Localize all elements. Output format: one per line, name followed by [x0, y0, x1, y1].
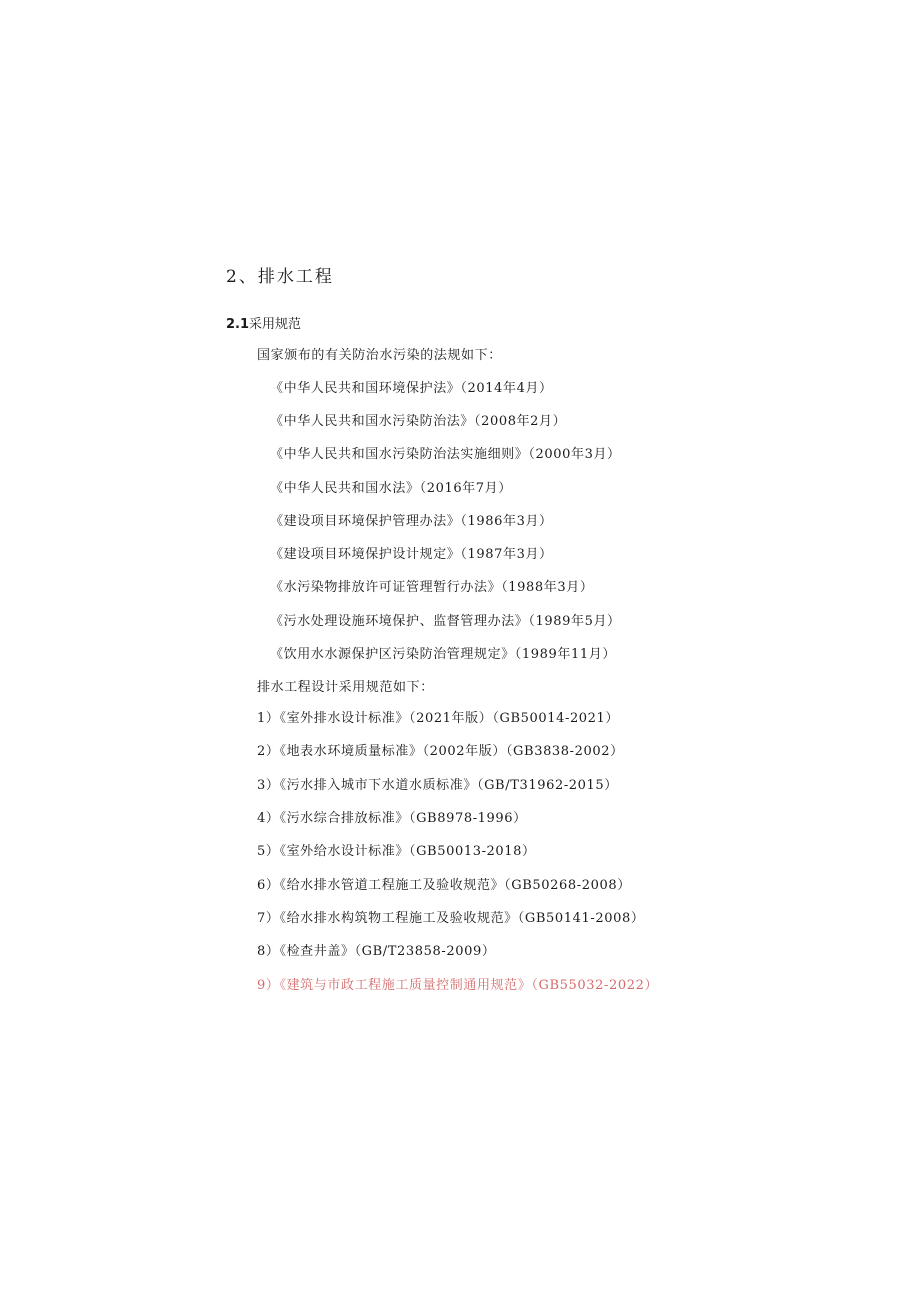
standards-intro: 排水工程设计采用规范如下： [257, 680, 434, 695]
standard-item: 8）《检查井盖》（GB/T23858-2009） [257, 944, 496, 959]
law-item: 《饮用水水源保护区污染防治管理规定》（1989年11月） [270, 647, 616, 662]
section-heading: 2、排水工程 [226, 267, 334, 287]
law-item: 《污水处理设施环境保护、监督管理办法》（1989年5月） [270, 614, 621, 629]
law-item: 《中华人民共和国水法》（2016年7月） [270, 481, 512, 496]
subsection-heading [226, 313, 301, 332]
standard-item: 3）《污水排入城市下水道水质标准》（GB/T31962-2015） [257, 778, 618, 793]
law-item: 《中华人民共和国水污染防治法》（2008年2月） [270, 414, 567, 429]
law-item: 《中华人民共和国水污染防治法实施细则》（2000年3月） [270, 447, 621, 462]
standard-item: 5）《室外给水设计标准》（GB50013-2018） [257, 844, 536, 859]
law-item: 《水污染物排放许可证管理暂行办法》（1988年3月） [270, 580, 594, 595]
standard-item: 1）《室外排水设计标准》（2021年版）（GB50014-2021） [257, 711, 620, 726]
law-item: 《建设项目环境保护管理办法》（1986年3月） [270, 514, 553, 529]
standard-item: 2）《地表水环境质量标准》（2002年版）（GB3838-2002） [257, 744, 624, 759]
standard-item-highlighted: 9）《建筑与市政工程施工质量控制通用规范》（GB55032-2022） [257, 978, 659, 993]
laws-intro: 国家颁布的有关防治水污染的法规如下： [257, 348, 502, 363]
standard-item: 4）《污水综合排放标准》（GB8978-1996） [257, 811, 527, 826]
law-item: 《中华人民共和国环境保护法》（2014年4月） [270, 381, 553, 396]
subsection-number: 2.1 [226, 317, 250, 332]
law-item: 《建设项目环境保护设计规定》（1987年3月） [270, 547, 553, 562]
standard-item: 7）《给水排水构筑物工程施工及验收规范》（GB50141-2008） [257, 911, 645, 926]
subsection-title: 采用规范 [249, 317, 302, 332]
standard-item: 6）《给水排水管道工程施工及验收规范》（GB50268-2008） [257, 878, 631, 893]
